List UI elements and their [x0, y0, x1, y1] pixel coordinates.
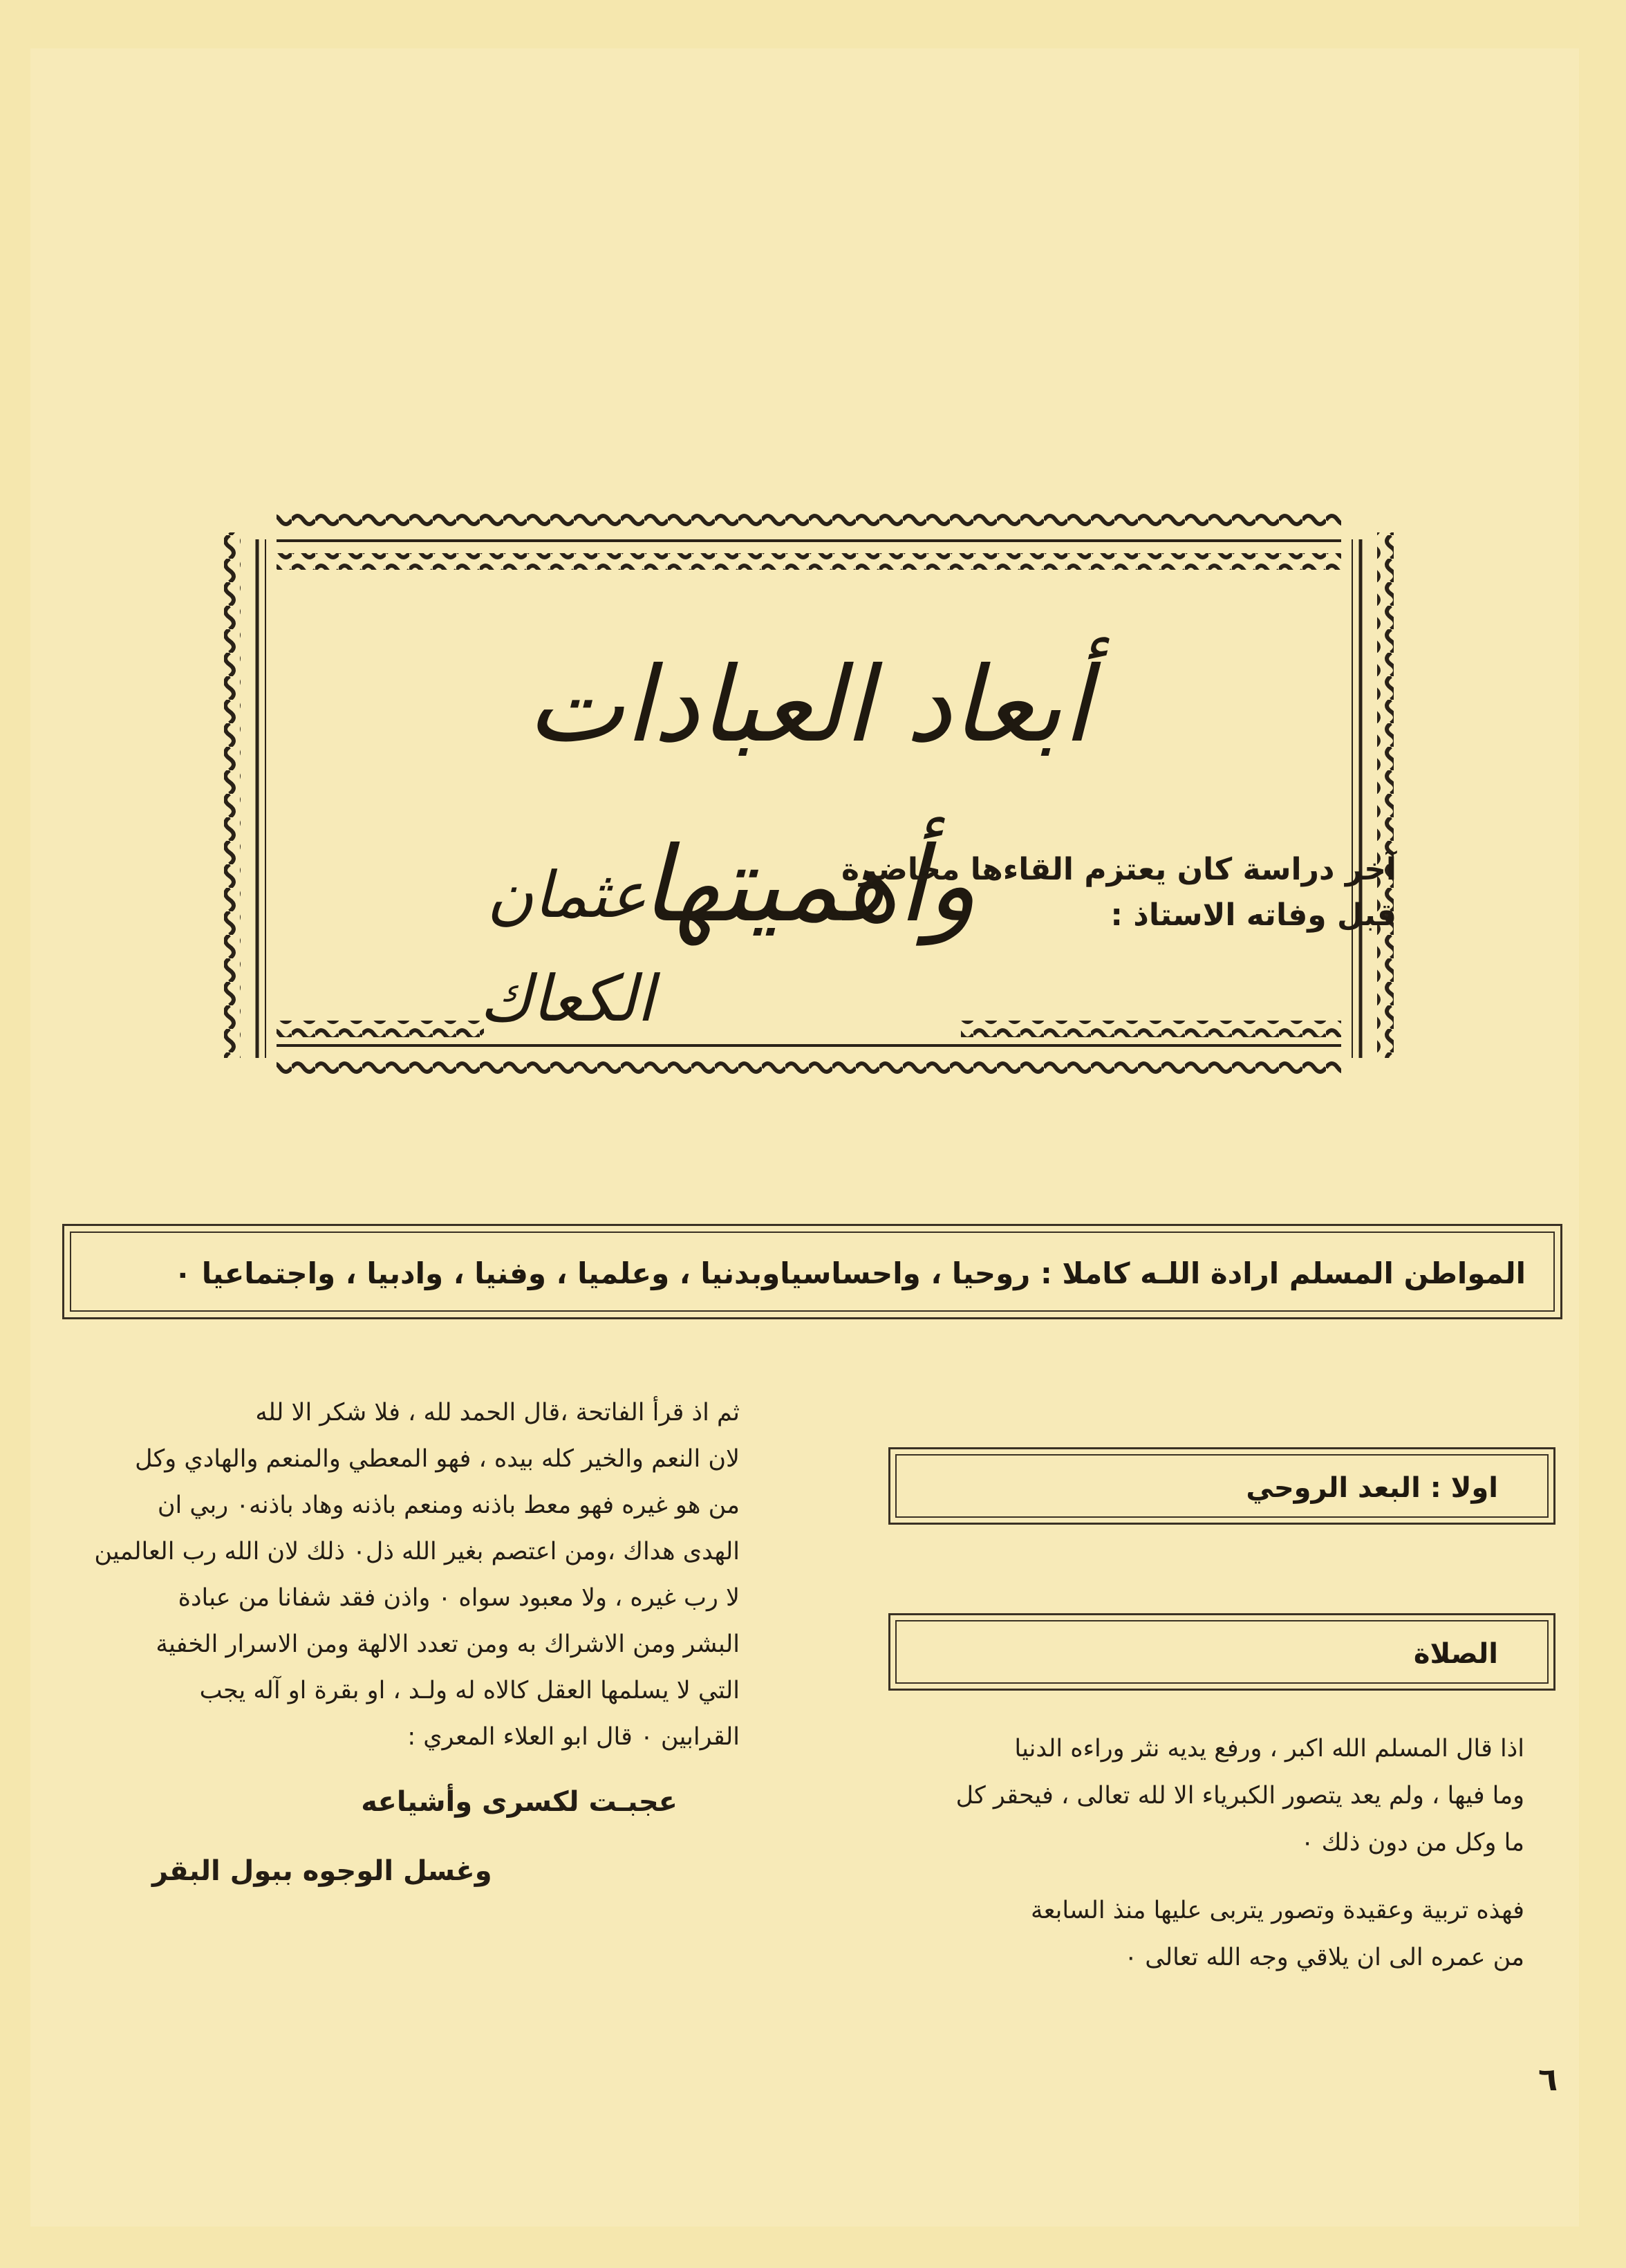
text-line: القرابين ٠ قال ابو العلاء المعري : [407, 1723, 740, 1751]
paragraph [885, 1725, 1524, 1866]
text-line: لا رب غيره ، ولا معبود سواه ٠ واذن فقد شفانا من عبادة [178, 1584, 740, 1612]
subtitle-line: آخر دراسة كان يعتزم القاءها محاضرة [841, 852, 1396, 887]
title-frame [221, 512, 1396, 1079]
text-line: التي لا يسلمها العقل كالاه له ولـد ، او بقرة او آله يجب [199, 1677, 740, 1704]
left-column [55, 1390, 740, 1906]
summary-banner [62, 1224, 1562, 1319]
text-line: وما فيها ، ولم يعد يتصور الكبرياء الا لله تعالى ، فيحقر كل [955, 1782, 1524, 1810]
banner-text: المواطن المسلم ارادة اللـه كاملا : روحيا ، واحساسياوبدنيا ، وعلميا ، وفنيا ، وادبيا ، واجتماعيا ٠ [174, 1256, 1526, 1290]
text-line: فهذه تربية وعقيدة وتصور يتربى عليها منذ السابعة [1030, 1897, 1524, 1924]
right-column-text [885, 1725, 1524, 1981]
verse-line: وغسل الوجوه ببول البقر [152, 1855, 492, 1887]
subsection-heading-box [888, 1613, 1555, 1691]
text-line: البشر ومن الاشراك به ومن تعدد الالهة ومن الاسرار الخفية [156, 1630, 740, 1658]
section-heading: اولا : البعد الروحي [1246, 1472, 1498, 1504]
text-line: من هو غيره فهو معط باذنه ومنعم باذنه وهاد باذنه٠ ربي ان [157, 1491, 740, 1519]
article-title: أبعاد العبادات وأهميتها [526, 645, 1092, 945]
author-name: عثمان الكعاك [479, 858, 655, 1036]
paragraph [885, 1887, 1524, 1981]
article-subtitle [705, 847, 1396, 938]
verse-line: عجبـت لكسرى وأشياعه [361, 1786, 678, 1818]
text-line: اذا قال المسلم الله اكبر ، ورفع يديه نثر وراءه الدنيا [1014, 1735, 1524, 1763]
text-line: ثم اذ قرأ الفاتحة ،قال الحمد لله ، فلا شكر الا لله [255, 1399, 740, 1426]
text-line: ما وكل من دون ذلك ٠ [1300, 1829, 1524, 1857]
text-line: الهدى هداك ،ومن اعتصم بغير الله ذل٠ ذلك لان الله رب العالمين [94, 1538, 740, 1565]
section-heading-box [888, 1447, 1555, 1525]
text-line: لان النعم والخير كله بيده ، فهو المعطي والمنعم والهادي وكل [135, 1445, 740, 1473]
page-number: ٦ [1538, 2061, 1558, 2098]
text-line: من عمره الى ان يلاقي وجه الله تعالى ٠ [1124, 1944, 1524, 1971]
subsection-heading: الصلاة [1413, 1638, 1498, 1670]
subtitle-line: قبل وفاته الاستاذ : [1110, 898, 1396, 933]
